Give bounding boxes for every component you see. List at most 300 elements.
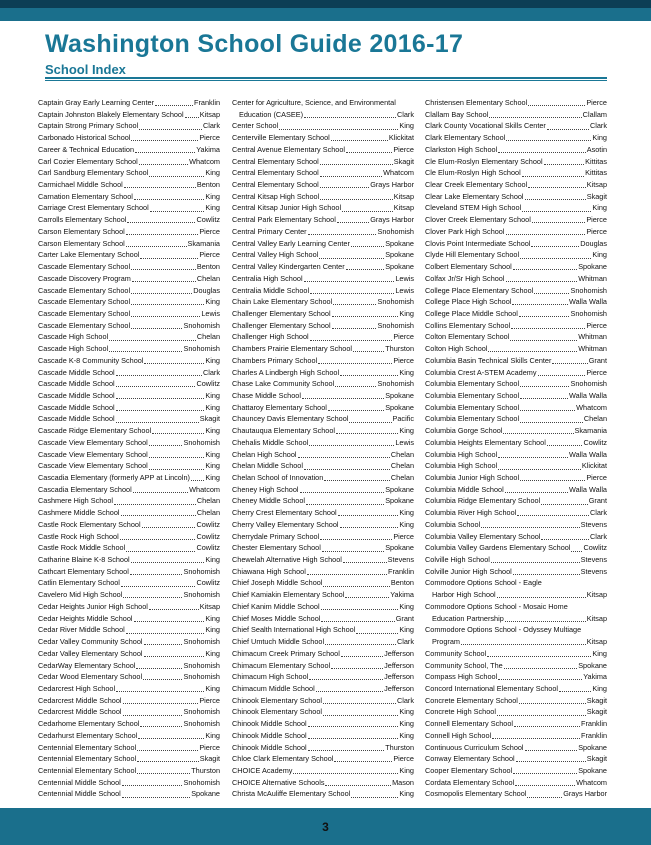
school-name: Carriage Crest Elementary School — [38, 203, 149, 213]
index-entry — [232, 531, 414, 543]
county-name: Spokane — [385, 496, 414, 506]
school-name: Central Elementary School — [232, 156, 319, 166]
school-name: Columbia High School — [425, 449, 498, 459]
school-name: Cherry Valley Elementary School — [232, 519, 339, 529]
index-entry — [425, 308, 607, 320]
dot-leader — [144, 656, 205, 657]
county-name: Jefferson — [384, 660, 414, 670]
county-name: Cowlitz — [196, 519, 220, 529]
index-entry — [232, 132, 414, 144]
county-name: Spokane — [385, 238, 414, 248]
dot-leader — [528, 187, 586, 188]
dot-leader — [116, 386, 196, 387]
county-name: King — [399, 730, 414, 740]
school-name: Cascade Elementary School — [38, 297, 131, 307]
dot-leader — [324, 480, 390, 481]
county-name: Kitsap — [199, 109, 220, 119]
county-name: Skagit — [586, 695, 607, 705]
county-name: Franklin — [581, 719, 607, 729]
index-entry — [232, 484, 414, 496]
dot-leader — [116, 422, 199, 423]
school-name: Cheney High School — [232, 484, 299, 494]
school-name: Central Valley Kindergarten Center — [232, 262, 345, 272]
dot-leader — [341, 656, 383, 657]
county-name: Whitman — [578, 332, 607, 342]
school-name: College Place Elementary School — [425, 285, 534, 295]
county-name: Skagit — [586, 707, 607, 717]
county-name: Snohomish — [183, 660, 220, 670]
index-entry — [425, 425, 607, 437]
school-name: Community School — [425, 648, 487, 658]
index-entry — [425, 742, 607, 754]
county-name: King — [205, 648, 220, 658]
county-name: Benton — [196, 262, 220, 272]
county-name: Clark — [202, 121, 220, 131]
county-name: Cowlitz — [583, 437, 607, 447]
dot-leader — [131, 328, 182, 329]
county-name: Chelan — [390, 461, 414, 471]
county-name: Pierce — [393, 332, 414, 342]
school-name: Columbia Elementary School — [425, 402, 520, 412]
index-entry — [232, 742, 414, 754]
index-entry — [38, 683, 220, 695]
school-name: Carl Cozier Elementary School — [38, 156, 138, 166]
school-name: Chimacum Elementary School — [232, 660, 331, 670]
school-name: CHOICE Alternative Schools — [232, 777, 325, 787]
dot-leader — [331, 668, 383, 669]
index-entry — [38, 179, 220, 191]
school-name: Carson Elementary School — [38, 226, 125, 236]
county-name: Franklin — [388, 566, 414, 576]
index-entry — [38, 765, 220, 777]
school-name: Cascade View Elementary School — [38, 437, 148, 447]
dot-leader — [122, 797, 190, 798]
index-entry — [38, 695, 220, 707]
county-name: King — [205, 203, 220, 213]
county-name: Snohomish — [183, 320, 220, 330]
school-name: Chambers Primary School — [232, 355, 318, 365]
dot-leader — [309, 445, 394, 446]
index-entry — [38, 660, 220, 672]
county-name: Clark — [589, 508, 607, 518]
dot-leader — [531, 246, 579, 247]
school-name: Colton High School — [425, 344, 488, 354]
index-entry — [425, 226, 607, 238]
county-name: Kitsap — [199, 601, 220, 611]
dot-leader — [121, 586, 196, 587]
county-name: Spokane — [385, 390, 414, 400]
dot-leader — [498, 457, 568, 458]
index-entry — [232, 167, 414, 179]
index-entry — [38, 718, 220, 730]
county-name: King — [205, 473, 220, 482]
dot-leader — [132, 281, 196, 282]
dot-leader — [334, 761, 392, 762]
dot-leader — [505, 492, 568, 493]
index-column-3 — [425, 97, 607, 800]
dot-leader — [519, 703, 586, 704]
index-entry — [38, 202, 220, 214]
index-entry — [38, 495, 220, 507]
county-name: King — [205, 613, 220, 623]
dot-leader — [127, 222, 195, 223]
school-name: Cedarcrest High School — [38, 683, 116, 693]
county-name: Pierce — [199, 250, 220, 260]
dot-leader — [109, 351, 182, 352]
county-name: Snohomish — [183, 672, 220, 682]
index-entry — [232, 109, 414, 121]
dot-leader — [332, 316, 399, 317]
school-name: Charles A Lindbergh High School — [232, 367, 340, 377]
dot-leader — [116, 691, 204, 692]
school-name: Cherry Crest Elementary School — [232, 508, 337, 518]
index-entry — [232, 495, 414, 507]
dot-leader — [149, 457, 205, 458]
dot-leader — [346, 269, 385, 270]
dot-leader — [534, 293, 569, 294]
index-entry — [38, 273, 220, 285]
school-name: Chauncey Davis Elementary School — [232, 414, 349, 424]
page-title: Washington School Guide 2016-17 — [45, 30, 464, 58]
index-entry — [38, 730, 220, 742]
county-name: Stevens — [580, 555, 607, 565]
county-name: King — [205, 426, 220, 436]
index-column-1 — [38, 97, 220, 800]
county-name: Snohomish — [570, 285, 607, 295]
dot-leader — [131, 562, 205, 563]
county-name: Snohomish — [183, 566, 220, 576]
county-name: Mason — [392, 777, 414, 787]
index-entry — [232, 671, 414, 683]
county-name: King — [205, 168, 220, 178]
county-name: Grant — [588, 496, 607, 506]
index-entry — [38, 413, 220, 425]
school-name: Cheney Middle School — [232, 496, 306, 506]
school-name: Chinook Elementary School — [232, 707, 323, 717]
index-entry — [38, 132, 220, 144]
school-name: Cashmere Middle School — [38, 508, 120, 518]
dot-leader — [304, 469, 390, 470]
county-name: King — [399, 426, 414, 436]
county-name: Yakima — [390, 590, 414, 600]
school-name: Cedarcrest Middle School — [38, 695, 122, 705]
county-name: Spokane — [578, 765, 607, 775]
county-name: Pierce — [393, 144, 414, 154]
dot-leader — [525, 199, 586, 200]
index-entry — [425, 132, 607, 144]
school-name: Challenger High School — [232, 332, 309, 342]
index-entry-continued: Commodore Options School - Eagle — [425, 578, 542, 588]
school-name: Chase Lake Community School — [232, 379, 335, 389]
dot-leader — [325, 644, 396, 645]
index-entry — [232, 554, 414, 566]
school-name: Clover Creek Elementary School — [425, 215, 531, 225]
county-name: King — [399, 719, 414, 729]
dot-leader — [126, 633, 205, 634]
dot-leader — [140, 258, 198, 259]
school-name: Castle Rock Elementary School — [38, 519, 141, 529]
dot-leader — [351, 246, 384, 247]
dot-leader — [309, 679, 383, 680]
school-name: Cascadia Elementary (formerly APP at Lincoln) — [38, 473, 190, 482]
index-entry — [38, 214, 220, 226]
county-name: Cowlitz — [196, 215, 220, 225]
index-entry — [425, 695, 607, 707]
dot-leader — [520, 410, 575, 411]
dot-leader — [139, 164, 188, 165]
county-name: Walla Walla — [569, 390, 607, 400]
index-entry — [425, 413, 607, 425]
county-name: Chelan — [196, 496, 220, 506]
school-name: Chain Lake Elementary School — [232, 297, 333, 307]
school-name: Challenger Elementary School — [232, 320, 331, 330]
index-entry — [38, 167, 220, 179]
index-entry — [425, 320, 607, 332]
school-name: Cascade K-8 Community School — [38, 355, 144, 365]
index-entry-continued: Center for Agriculture, Science, and Environmental — [232, 98, 396, 107]
county-name: Grant — [588, 355, 607, 365]
county-name: Skagit — [199, 414, 220, 424]
dot-leader — [333, 304, 376, 305]
dot-leader — [544, 164, 584, 165]
school-name: Columbia High School — [425, 461, 498, 471]
index-entry — [38, 589, 220, 601]
index-entry — [425, 660, 607, 672]
school-name: Colfax Jr/Sr High School — [425, 273, 505, 283]
dot-leader — [306, 504, 384, 505]
school-name: Columbia Gorge School — [425, 426, 503, 436]
dot-leader — [488, 351, 577, 352]
dot-leader — [121, 515, 196, 516]
school-name: Cleveland STEM High School — [425, 203, 522, 213]
county-name: Whitman — [578, 344, 607, 354]
school-name: Catlin Elementary School — [38, 578, 120, 588]
school-name: Education Partnership — [432, 613, 504, 623]
county-name: Pierce — [586, 367, 607, 377]
dot-leader — [335, 386, 376, 387]
dot-leader — [316, 691, 383, 692]
school-name: Central Kitsap Junior High School — [232, 203, 342, 213]
county-name: Skagit — [586, 191, 607, 201]
index-entry — [425, 249, 607, 261]
county-name: Pierce — [586, 226, 607, 236]
county-name: Pierce — [199, 133, 220, 143]
school-name: Chinook Elementary School — [232, 695, 323, 705]
county-name: Cowlitz — [196, 543, 220, 553]
index-entry — [38, 777, 220, 789]
index-entry — [232, 331, 414, 343]
school-name: Cedarcrest Middle School — [38, 707, 122, 717]
county-name: King — [399, 308, 414, 318]
index-entry — [425, 167, 607, 179]
dot-leader — [123, 703, 199, 704]
dot-leader — [492, 738, 580, 739]
dot-leader — [340, 527, 399, 528]
county-name: Chelan — [196, 508, 220, 518]
school-name: Carson Elementary School — [38, 238, 125, 248]
county-name: Pierce — [586, 98, 607, 107]
index-entry — [232, 261, 414, 273]
dot-leader — [109, 340, 196, 341]
index-entry — [425, 202, 607, 214]
index-entry — [38, 742, 220, 754]
dot-leader — [123, 715, 183, 716]
dot-leader — [461, 644, 586, 645]
county-name: Cowlitz — [196, 379, 220, 389]
school-name: Cathcart Elementary School — [38, 566, 129, 576]
dot-leader — [532, 222, 585, 223]
index-entry — [232, 507, 414, 519]
dot-leader — [528, 105, 585, 106]
county-name: King — [592, 250, 607, 260]
dot-leader — [320, 176, 382, 177]
county-name: Whatcom — [576, 402, 607, 412]
index-entry — [232, 179, 414, 191]
index-entry — [232, 296, 414, 308]
index-entry — [425, 484, 607, 496]
school-name: Chinook Middle School — [232, 742, 307, 752]
school-name: Cavelero Mid High School — [38, 590, 123, 600]
school-name: Central Elementary School — [232, 168, 319, 178]
school-name: Cherrydale Primary School — [232, 531, 320, 541]
school-name: College Place Middle School — [425, 308, 518, 318]
school-name: Centerville Elementary School — [232, 133, 330, 143]
index-entry — [38, 648, 220, 660]
index-entry — [38, 308, 220, 320]
county-name: Kitsap — [393, 191, 414, 201]
school-name: Concrete High School — [425, 707, 496, 717]
index-entry — [232, 472, 414, 484]
dot-leader — [497, 597, 586, 598]
dot-leader — [131, 140, 198, 141]
dot-leader — [520, 386, 569, 387]
dot-leader — [481, 527, 579, 528]
index-entry — [38, 320, 220, 332]
dot-leader — [320, 199, 393, 200]
index-entry — [232, 343, 414, 355]
dot-leader — [279, 129, 398, 130]
county-name: Pierce — [586, 473, 607, 482]
index-entry — [425, 449, 607, 461]
index-entry — [425, 683, 607, 695]
school-name: Central Kitsap High School — [232, 191, 320, 201]
county-name: Snohomish — [570, 308, 607, 318]
county-name: Snohomish — [183, 344, 220, 354]
school-name: Cle Elum-Roslyn High School — [425, 168, 521, 178]
dot-leader — [525, 750, 578, 751]
index-entry — [232, 601, 414, 613]
dot-leader — [321, 621, 394, 622]
dot-leader — [321, 609, 399, 610]
county-name: King — [399, 765, 414, 775]
school-name: Columbia River High School — [425, 508, 517, 518]
dot-leader — [506, 140, 591, 141]
county-name: Clark — [396, 637, 414, 647]
index-entry — [232, 390, 414, 402]
county-name: Thurston — [191, 765, 220, 775]
school-name: Centralia High School — [232, 273, 303, 283]
dot-leader — [559, 691, 591, 692]
index-entry — [425, 437, 607, 449]
index-entry — [425, 355, 607, 367]
dot-leader — [138, 738, 204, 739]
school-name: Central Valley Early Learning Center — [232, 238, 350, 248]
dot-leader — [519, 316, 570, 317]
county-name: Asotin — [586, 144, 607, 154]
dot-leader — [137, 773, 190, 774]
dot-leader — [520, 258, 591, 259]
index-entry-continued: Commodore Options School - Mosaic Home — [425, 601, 568, 611]
dot-leader — [520, 422, 583, 423]
index-entry — [232, 613, 414, 625]
county-name: King — [205, 461, 220, 471]
dot-leader — [130, 574, 183, 575]
dot-leader — [185, 117, 199, 118]
county-name: Chelan — [390, 449, 414, 459]
dot-leader — [511, 328, 585, 329]
dot-leader — [504, 668, 577, 669]
school-name: Columbia Elementary School — [425, 379, 520, 389]
index-entry — [38, 343, 220, 355]
index-entry — [425, 753, 607, 765]
school-name: Career & Technical Education — [38, 144, 134, 154]
county-name: Jefferson — [384, 683, 414, 693]
index-entry — [425, 554, 607, 566]
index-entry — [38, 191, 220, 203]
index-entry — [232, 706, 414, 718]
dot-leader — [152, 433, 204, 434]
dot-leader — [319, 258, 384, 259]
county-name: King — [592, 133, 607, 143]
index-entry — [38, 331, 220, 343]
county-name: King — [205, 449, 220, 459]
county-name: Klickitat — [581, 461, 607, 471]
dot-leader — [340, 375, 398, 376]
county-name: Chelan — [196, 273, 220, 283]
school-name: Centralia Middle School — [232, 285, 310, 295]
school-name: Columbia Junior High School — [425, 473, 520, 482]
index-entry-continued: Commodore Options School - Odyssey Multiage — [425, 625, 582, 635]
index-entry — [425, 765, 607, 777]
school-name: Cascade View Elementary School — [38, 461, 148, 471]
index-entry — [232, 285, 414, 297]
school-name: Clyde Hill Elementary School — [425, 250, 520, 260]
school-name: Cascade High School — [38, 344, 109, 354]
school-name: Chinook Middle School — [232, 719, 307, 729]
dot-leader — [320, 164, 393, 165]
dot-leader — [489, 117, 581, 118]
school-name: Carl Sandburg Elementary School — [38, 168, 149, 178]
dot-leader — [328, 410, 384, 411]
dot-leader — [131, 316, 200, 317]
school-name: Cascade Elementary School — [38, 285, 131, 295]
dot-leader — [520, 480, 585, 481]
county-name: King — [205, 191, 220, 201]
school-name: Captain Strong Primary School — [38, 121, 139, 131]
school-name: Chester Elementary School — [232, 543, 321, 553]
dot-leader — [331, 140, 388, 141]
school-name: Cedar Valley Elementary School — [38, 648, 143, 658]
dot-leader — [512, 304, 568, 305]
dot-leader — [325, 785, 391, 786]
dot-leader — [116, 410, 205, 411]
dot-leader — [308, 726, 399, 727]
dot-leader — [513, 574, 580, 575]
school-name: Central Park Elementary School — [232, 215, 336, 225]
county-name: Pierce — [586, 215, 607, 225]
school-name: Cedar Valley Community School — [38, 637, 143, 647]
school-name: Chief Moses Middle School — [232, 613, 321, 623]
